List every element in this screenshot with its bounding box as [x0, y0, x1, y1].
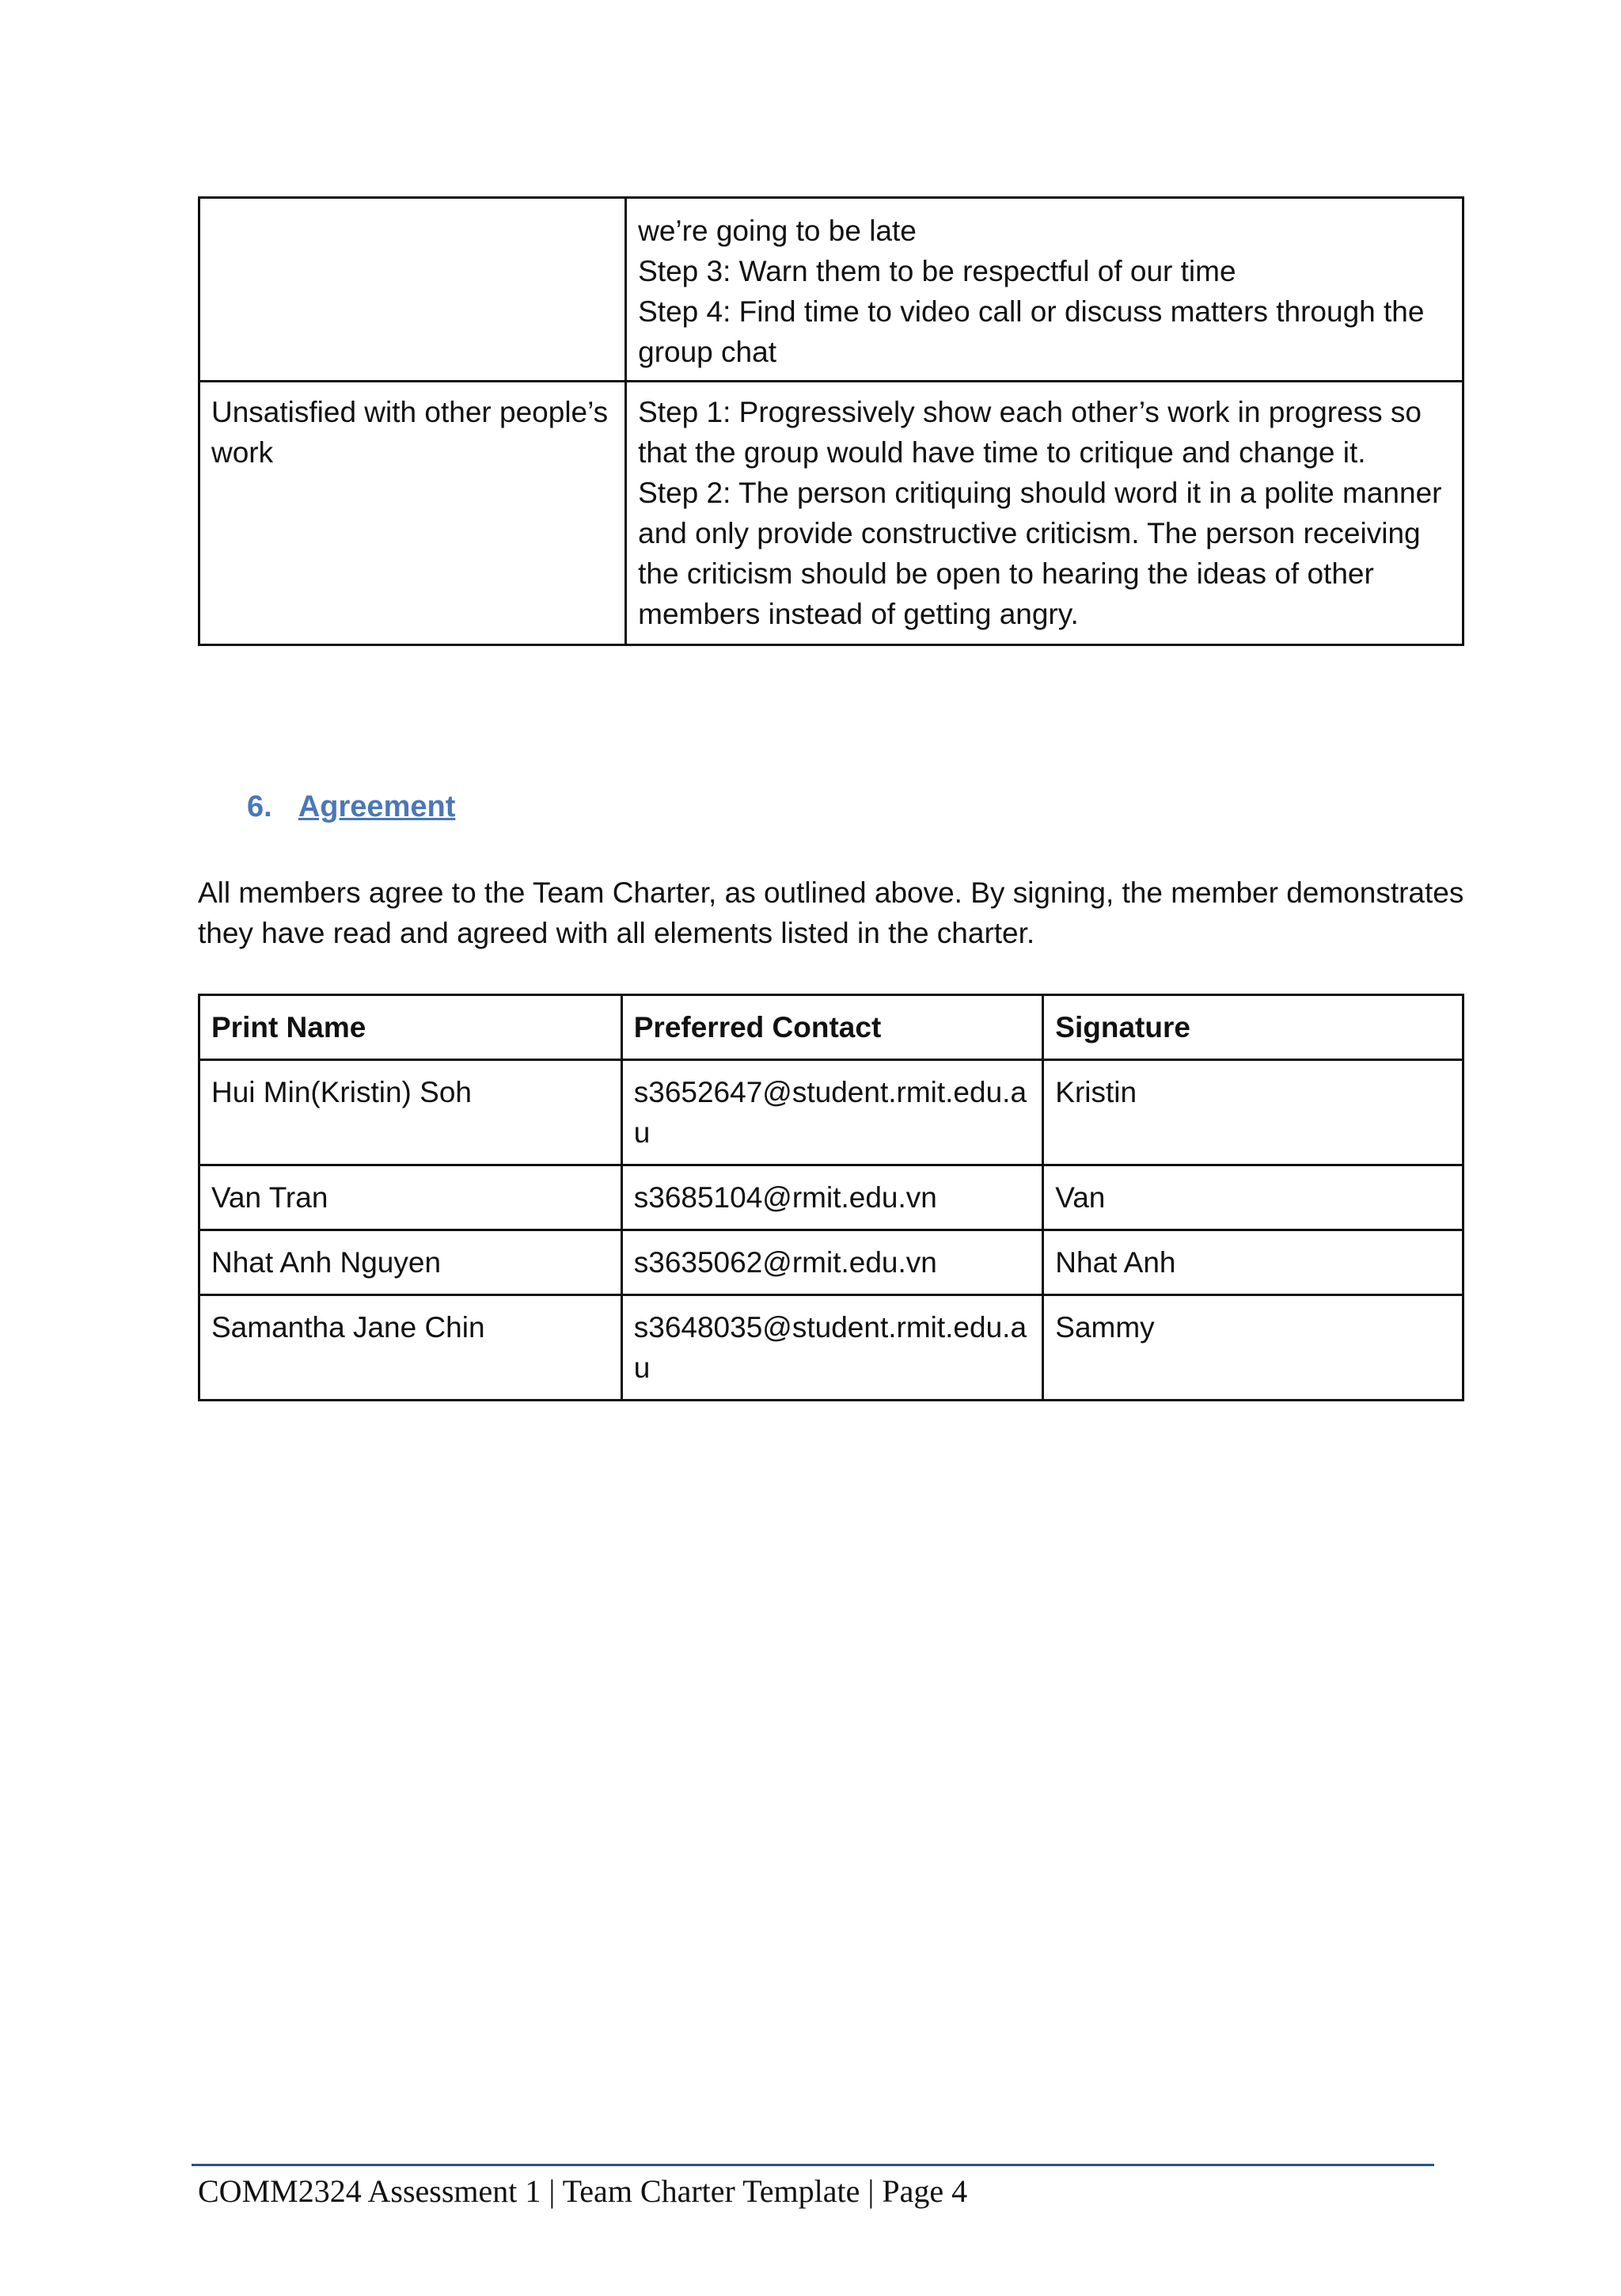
conflict-resolution-table	[198, 196, 1464, 646]
column-header: Signature	[1043, 995, 1463, 1060]
member-signature: Van	[1043, 1165, 1463, 1230]
member-signature: Nhat Anh	[1043, 1230, 1463, 1295]
member-contact: s3635062@rmit.edu.vn	[621, 1230, 1043, 1295]
member-name: Hui Min(Kristin) Soh	[199, 1060, 622, 1165]
resolution-line: we’re going to be late	[638, 215, 917, 247]
table-row	[199, 1165, 1463, 1230]
member-name: Samantha Jane Chin	[199, 1295, 622, 1401]
agreement-table	[198, 994, 1464, 1401]
member-name: Van Tran	[199, 1165, 622, 1230]
column-header: Preferred Contact	[621, 995, 1043, 1060]
table-header-row	[199, 995, 1463, 1060]
resolution-cell	[626, 198, 1463, 382]
agreement-paragraph: All members agree to the Team Charter, as outlined above. By signing, the member demonstrates they have read and agreed with all elements listed in the charter.	[198, 876, 1464, 949]
column-header: Print Name	[199, 995, 622, 1060]
section-title-link[interactable]: Agreement	[298, 790, 456, 823]
member-signature: Sammy	[1043, 1295, 1463, 1401]
member-signature: Kristin	[1043, 1060, 1463, 1165]
table-row	[199, 198, 1463, 382]
resolution-line: Step 3: Warn them to be respectful of our time	[638, 255, 1236, 287]
table-row	[199, 1060, 1463, 1165]
resolution-line: Step 1: Progressively show each other’s work in progress so that the group would have time to critique and change it.	[638, 396, 1422, 469]
resolution-line: Step 2: The person critiquing should word it in a polite manner and only provide constructive criticism. The person receiving the criticism should be open to hearing the ideas of other members instead of getting angry.	[638, 477, 1442, 630]
resolution-cell	[626, 382, 1463, 645]
resolution-line: Step 4: Find time to video call or discuss matters through the group chat	[638, 295, 1425, 368]
member-contact: s3652647@student.rmit.edu.au	[621, 1060, 1043, 1165]
footer-rule	[192, 2164, 1434, 2166]
issue-cell	[199, 198, 626, 382]
section-heading	[247, 790, 455, 824]
table-row	[199, 1295, 1463, 1401]
member-name: Nhat Anh Nguyen	[199, 1230, 622, 1295]
page-footer: COMM2324 Assessment 1 | Team Charter Template | Page 4	[198, 2173, 968, 2209]
issue-cell: Unsatisfied with other people’s work	[199, 382, 626, 645]
table-row	[199, 382, 1463, 645]
member-contact: s3648035@student.rmit.edu.au	[621, 1295, 1043, 1401]
section-number: 6.	[247, 790, 272, 823]
member-contact: s3685104@rmit.edu.vn	[621, 1165, 1043, 1230]
table-row	[199, 1230, 1463, 1295]
